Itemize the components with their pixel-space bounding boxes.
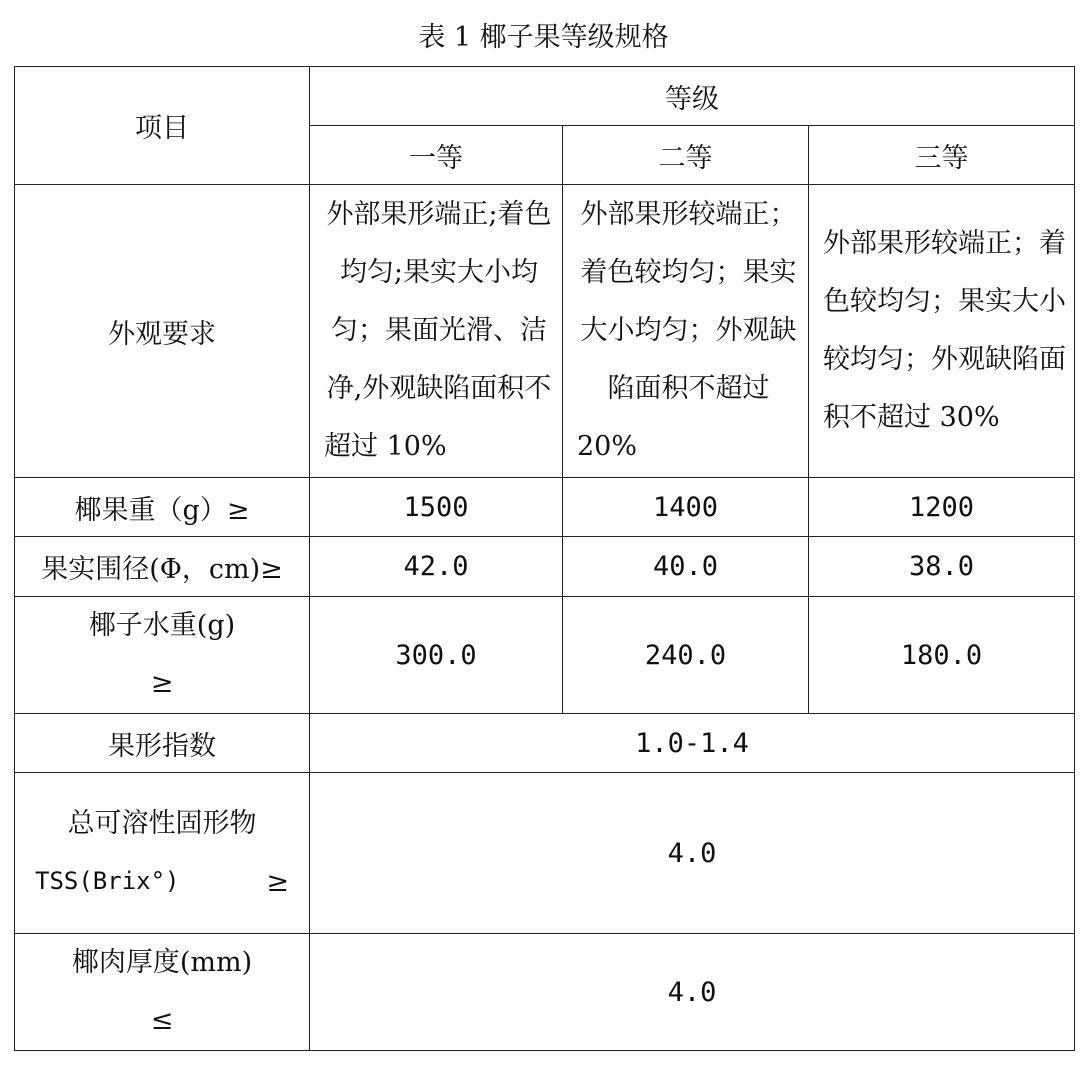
water-row xyxy=(15,597,1075,714)
table-caption: 表 1 椰子果等级规格 xyxy=(418,22,669,53)
water-grade-2: 240.0 xyxy=(563,597,809,714)
grade-2-header: 二等 xyxy=(563,126,809,185)
shape-index-value: 1.0-1.4 xyxy=(310,714,1075,773)
weight-grade-2: 1400 xyxy=(563,478,809,537)
appearance-grade-2: 外部果形较端正；着色较均匀；果实大小均匀；外观缺陷面积不超过 20% xyxy=(563,185,809,478)
flesh-operator: ≤ xyxy=(150,1005,174,1036)
flesh-value: 4.0 xyxy=(310,934,1075,1051)
water-operator: ≥ xyxy=(150,668,174,699)
weight-row xyxy=(15,478,1075,537)
water-grade-1: 300.0 xyxy=(310,597,563,714)
appearance-label: 外观要求 xyxy=(15,185,310,478)
grade-3-header: 三等 xyxy=(809,126,1075,185)
girth-grade-2: 40.0 xyxy=(563,537,809,597)
header-row xyxy=(15,67,1075,126)
girth-row xyxy=(15,537,1075,597)
flesh-row xyxy=(15,934,1075,1051)
grade-header: 等级 xyxy=(310,67,1075,126)
tss-label: 总可溶性固形物 xyxy=(67,808,257,839)
girth-grade-1: 42.0 xyxy=(310,537,563,597)
water-label: 椰子水重(g) xyxy=(88,610,236,641)
grade-1-header: 一等 xyxy=(310,126,563,185)
weight-grade-3: 1200 xyxy=(809,478,1075,537)
tss-unit: TSS(Brix°) xyxy=(35,867,180,895)
girth-label: 果实围径(Φ，cm)≥ xyxy=(15,537,310,597)
weight-label: 椰果重（g）≥ xyxy=(15,478,310,537)
water-label-cell xyxy=(15,597,310,714)
shape-index-label: 果形指数 xyxy=(15,714,310,773)
tss-label-cell xyxy=(15,773,310,934)
appearance-grade-3: 外部果形较端正；着色较均匀；果实大小较均匀；外观缺陷面积不超过 30% xyxy=(809,185,1075,478)
shape-index-row xyxy=(15,714,1075,773)
item-header: 项目 xyxy=(15,67,310,185)
appearance-row xyxy=(15,185,1075,478)
flesh-label-cell xyxy=(15,934,310,1051)
water-grade-3: 180.0 xyxy=(809,597,1075,714)
tss-value: 4.0 xyxy=(310,773,1075,934)
tss-row xyxy=(15,773,1075,934)
tss-operator: ≥ xyxy=(266,867,289,898)
weight-grade-1: 1500 xyxy=(310,478,563,537)
appearance-grade-1: 外部果形端正;着色均匀;果实大小均匀；果面光滑、洁净,外观缺陷面积不超过 10% xyxy=(310,185,563,478)
girth-grade-3: 38.0 xyxy=(809,537,1075,597)
grade-spec-table xyxy=(14,66,1075,1051)
flesh-label: 椰肉厚度(mm) xyxy=(71,947,253,978)
